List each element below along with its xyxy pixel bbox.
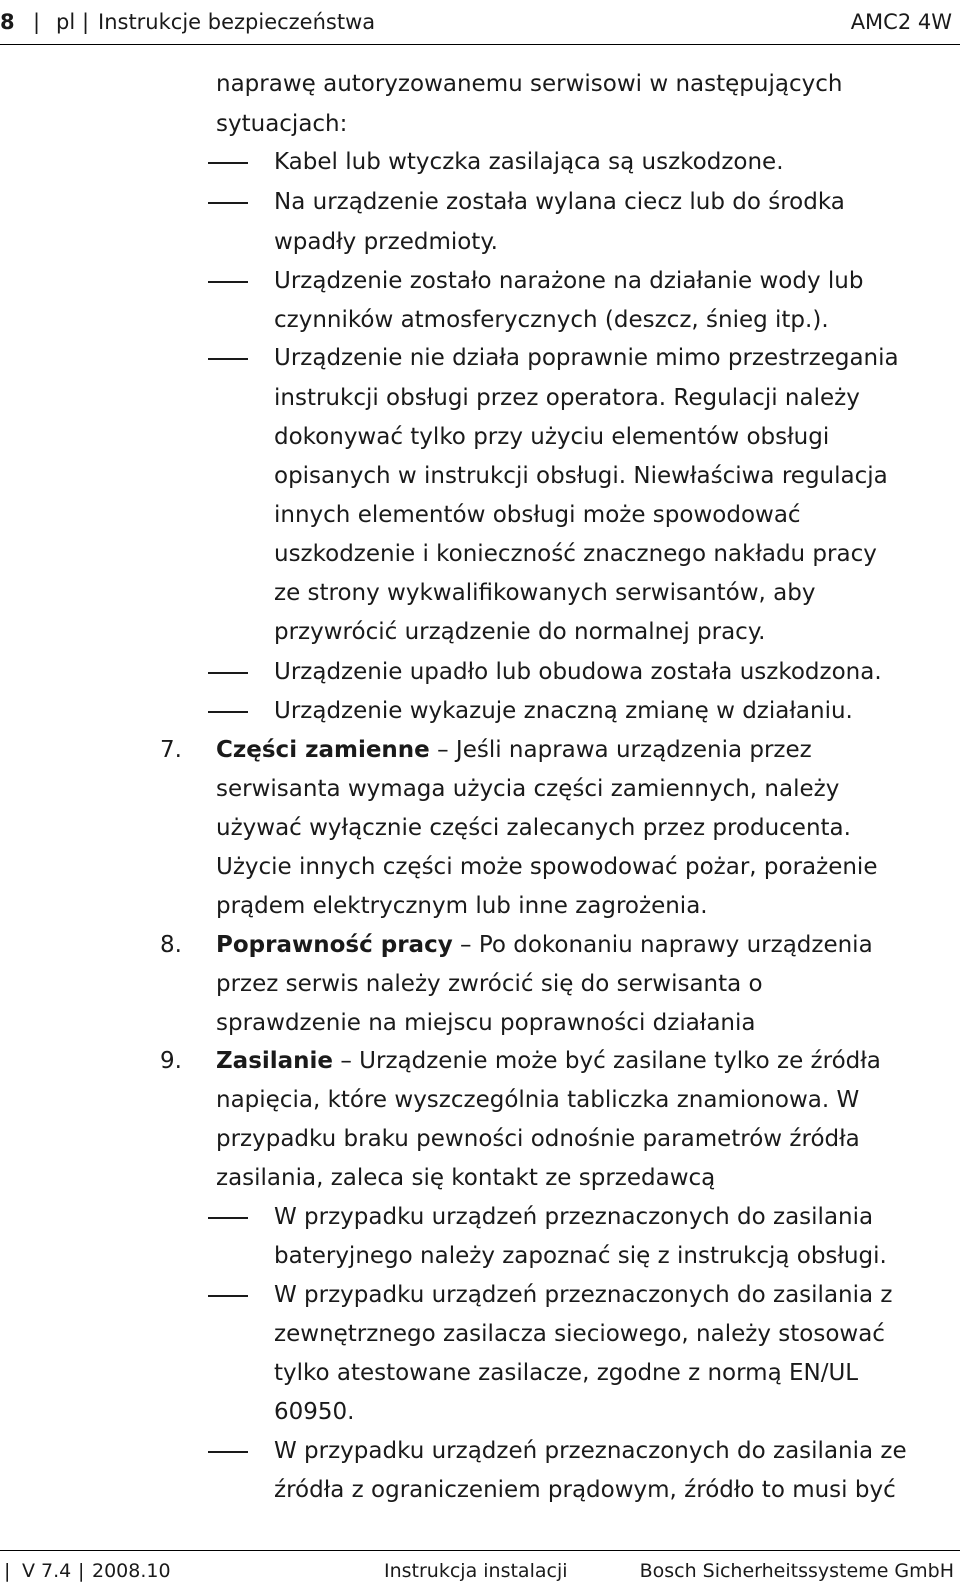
list-item-line: Urządzenie nie działa poprawnie mimo przestrzegania — [274, 345, 899, 371]
dash-bullet — [208, 711, 248, 713]
dash-bullet — [208, 281, 248, 283]
list-item-line: instrukcji obsługi przez operatora. Regulacji należy — [274, 385, 860, 411]
list-item-line: W przypadku urządzeń przeznaczonych do zasilania — [274, 1204, 874, 1230]
list-item-line: przywrócić urządzenie do normalnej pracy. — [274, 619, 766, 645]
item-text: – Jeśli naprawa urządzenia przez — [429, 737, 812, 763]
list-item-line: opisanych w instrukcji obsługi. Niewłaściwa regulacja — [274, 463, 888, 489]
footer-separator: | — [78, 1560, 85, 1582]
paragraph-line: prądem elektrycznym lub inne zagrożenia. — [216, 893, 708, 919]
list-number: 8. — [160, 932, 182, 958]
footer-company: Bosch Sicherheitssysteme GmbH — [639, 1560, 954, 1582]
footer-doc-type: Instrukcja instalacji — [384, 1560, 568, 1582]
page-footer — [0, 1550, 960, 1591]
paragraph-line: serwisanta wymaga użycia części zamiennych, należy — [216, 776, 840, 802]
paragraph-line: przypadku braku pewności odnośnie parametrów źródła — [216, 1126, 860, 1152]
dash-bullet — [208, 1217, 248, 1219]
paragraph-line: napięcia, które wyszczególnia tabliczka znamionowa. W — [216, 1087, 860, 1113]
item-title: Części zamienne — [216, 737, 430, 763]
footer-separator: | — [4, 1560, 11, 1582]
list-item-line: innych elementów obsługi może spowodować — [274, 502, 801, 528]
header-product: AMC2 4W — [850, 10, 952, 34]
dash-bullet — [208, 202, 248, 204]
item-title: Zasilanie — [216, 1048, 334, 1074]
list-item-line: W przypadku urządzeń przeznaczonych do zasilania z — [274, 1282, 893, 1308]
list-number: 7. — [160, 737, 182, 763]
list-item-line: zewnętrznego zasilacza sieciowego, należy stosować — [274, 1321, 885, 1347]
footer-version: V 7.4 — [22, 1560, 72, 1582]
list-item-line: czynników atmosferycznych (deszcz, śnieg itp.). — [274, 307, 829, 333]
list-item-line: wpadły przedmioty. — [274, 229, 498, 255]
list-item-line: Urządzenie zostało narażone na działanie wody lub — [274, 268, 864, 294]
list-item-line: Urządzenie upadło lub obudowa została uszkodzona. — [274, 659, 882, 685]
paragraph-line: sytuacjach: — [216, 111, 348, 137]
header-separator: | — [33, 10, 41, 34]
dash-bullet — [208, 672, 248, 674]
header-section-title: Instrukcje bezpieczeństwa — [98, 10, 376, 34]
list-item-line: bateryjnego należy zapoznać się z instrukcją obsługi. — [274, 1243, 887, 1269]
list-item-line: tylko atestowane zasilacze, zgodne z normą EN/UL — [274, 1360, 859, 1386]
list-item-line: W przypadku urządzeń przeznaczonych do zasilania ze — [274, 1438, 907, 1464]
paragraph-line: zasilania, zaleca się kontakt ze sprzedawcą — [216, 1165, 716, 1191]
dash-bullet — [208, 1295, 248, 1297]
paragraph-line: sprawdzenie na miejscu poprawności działania — [216, 1010, 756, 1036]
item-text: – Urządzenie może być zasilane tylko ze źródła — [333, 1048, 881, 1074]
list-number: 9. — [160, 1048, 182, 1074]
list-item-line: dokonywać tylko przy użyciu elementów obsługi — [274, 424, 830, 450]
list-item-line: Na urządzenie została wylana ciecz lub do środka — [274, 189, 845, 215]
item-text: – Po dokonaniu naprawy urządzenia — [452, 932, 873, 958]
paragraph-line: używać wyłącznie części zalecanych przez producenta. — [216, 815, 851, 841]
list-item-line: Urządzenie wykazuje znaczną zmianę w działaniu. — [274, 698, 853, 724]
paragraph-line: przez serwis należy zwrócić się do serwisanta o — [216, 971, 763, 997]
dash-bullet — [208, 358, 248, 360]
list-item-line: Kabel lub wtyczka zasilająca są uszkodzone. — [274, 149, 784, 175]
paragraph-line: naprawę autoryzowanemu serwisowi w następujących — [216, 71, 843, 97]
list-item-line: źródła z ograniczeniem prądowym, źródło to musi być — [274, 1477, 896, 1503]
footer-date: 2008.10 — [92, 1560, 171, 1582]
item-title: Poprawność pracy — [216, 932, 453, 958]
header-separator: | — [82, 10, 90, 34]
dash-bullet — [208, 162, 248, 164]
list-item-line: 60950. — [274, 1399, 355, 1425]
header-language: pl — [56, 10, 76, 34]
numbered-item-first-line — [216, 1041, 881, 1081]
paragraph-line: Użycie innych części może spowodować pożar, porażenie — [216, 854, 878, 880]
page-number: 8 — [0, 10, 15, 34]
numbered-item-first-line — [216, 925, 873, 965]
list-item-line: uszkodzenie i konieczność znacznego nakładu pracy — [274, 541, 877, 567]
page-header — [0, 0, 960, 45]
list-item-line: ze strony wykwalifikowanych serwisantów, aby — [274, 580, 816, 606]
dash-bullet — [208, 1451, 248, 1453]
numbered-item-first-line — [216, 730, 812, 770]
